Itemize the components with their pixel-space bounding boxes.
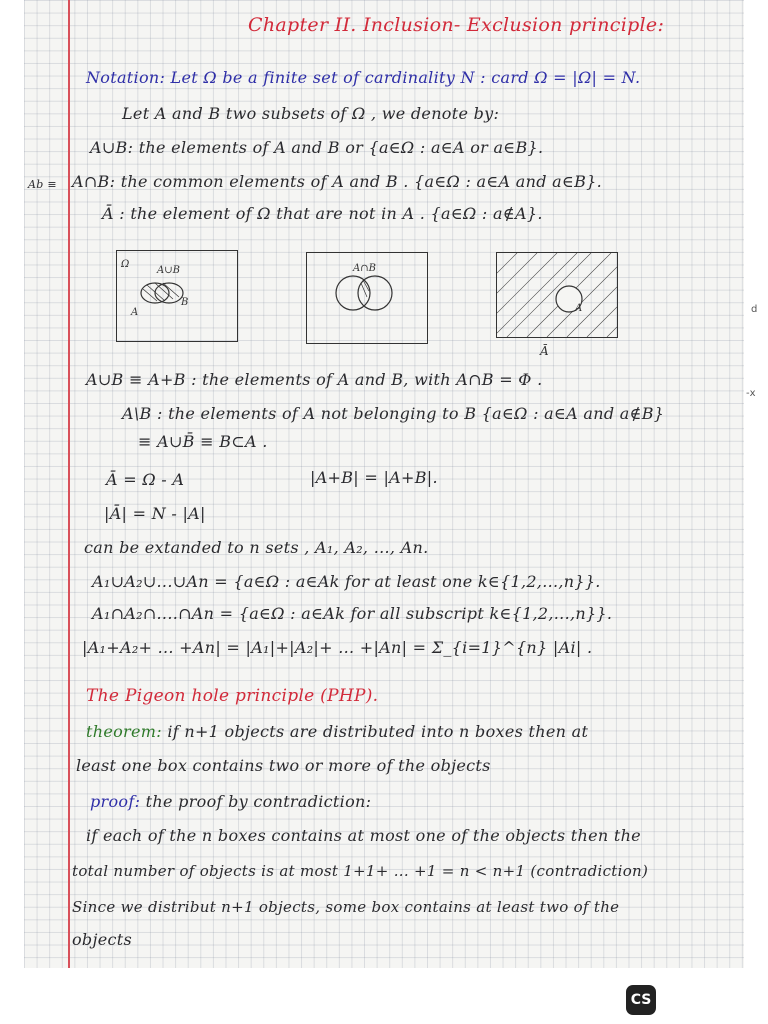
proof-line-4: objects — [72, 930, 133, 949]
venn-complement-a-label: A — [575, 303, 583, 314]
margin-line — [68, 0, 70, 968]
n-union-def: A₁∪A₂∪...∪An = {a∈Ω : a∈Ak for at least one k∈{1,2,...,n}}. — [92, 572, 601, 591]
disjoint-union-def: A∪B ≡ A+B : the elements of A and B, with A∩B = Φ . — [86, 370, 543, 389]
complement-formula: Ā = Ω - A — [106, 470, 185, 489]
sum-formula: |A₁+A₂+ ... +An| = |A₁|+|A₂|+ ... +|An| = Σ_{i=1}^{n} |Ai| . — [82, 638, 593, 657]
theorem-label: theorem: — [86, 722, 162, 741]
difference-equiv: ≡ A∪B̄ ≡ B⊂A . — [138, 432, 268, 451]
venn-union-label: A∪B — [157, 265, 180, 276]
complement-def: Ā : the element of Ω that are not in A . {a∈Ω : a∉A}. — [102, 204, 543, 223]
proof-text: the proof by contradiction: — [145, 792, 372, 811]
venn-intersection-label: A∩B — [353, 263, 376, 274]
proof-label: proof: — [90, 792, 141, 811]
subsets-line: Let A and B two subsets of Ω , we denote by: — [122, 104, 500, 123]
difference-def: A\B : the elements of A not belonging to B {a∈Ω : a∈A and a∉B} — [122, 404, 665, 423]
php-title: The Pigeon hole principle (PHP). — [86, 686, 379, 706]
venn-union — [116, 250, 238, 342]
notebook-page — [24, 0, 744, 968]
chapter-title: Chapter II. Inclusion- Exclusion principle: — [248, 14, 665, 36]
extend-line: can be extanded to n sets , A₁, A₂, ..., An. — [84, 538, 429, 557]
side-note: Ab ≡ — [28, 178, 57, 191]
intersection-def: A∩B: the common elements of A and B . {a∈Ω : a∈A and a∈B}. — [72, 172, 603, 191]
proof-line-1: if each of the n boxes contains at most one of the objects then the — [86, 826, 641, 845]
venn-complement — [496, 252, 618, 338]
n-intersection-def: A₁∩A₂∩....∩An = {a∈Ω : a∈Ak for all subscript k∈{1,2,...,n}}. — [92, 604, 613, 623]
venn-intersection — [306, 252, 428, 344]
theorem-line — [86, 722, 588, 741]
sum-cardinality: |A+B| = |A+B|. — [310, 468, 438, 487]
proof-line-3: Since we distribut n+1 objects, some box contains at least two of the — [72, 898, 620, 916]
union-def: A∪B: the elements of A and B or {a∈Ω : a∈A or a∈B}. — [90, 138, 544, 157]
venn-union-a-label: A — [131, 307, 139, 318]
venn-union-b-label: B — [181, 297, 189, 308]
margin-mark-x: -x — [746, 388, 756, 399]
proof-line — [90, 792, 371, 811]
complement-cardinality: |Ā| = N - |A| — [104, 504, 206, 523]
notation-text: Notation: Let Ω be a finite set of cardinality N : card Ω = |Ω| = N. — [86, 68, 641, 87]
venn-union-omega-label: Ω — [121, 259, 130, 270]
theorem-line-2: least one box contains two or more of the objects — [76, 756, 491, 775]
venn-complement-svg — [497, 253, 617, 337]
margin-mark-d: d — [751, 304, 758, 315]
proof-line-2: total number of objects is at most 1+1+ ... +1 = n < n+1 (contradiction) — [72, 862, 649, 880]
camscanner-logo: CS — [626, 985, 656, 1015]
notation-line — [86, 68, 640, 87]
theorem-text: if n+1 objects are distributed into n boxes then at — [167, 722, 589, 741]
venn-complement-label: Ā — [540, 344, 549, 358]
